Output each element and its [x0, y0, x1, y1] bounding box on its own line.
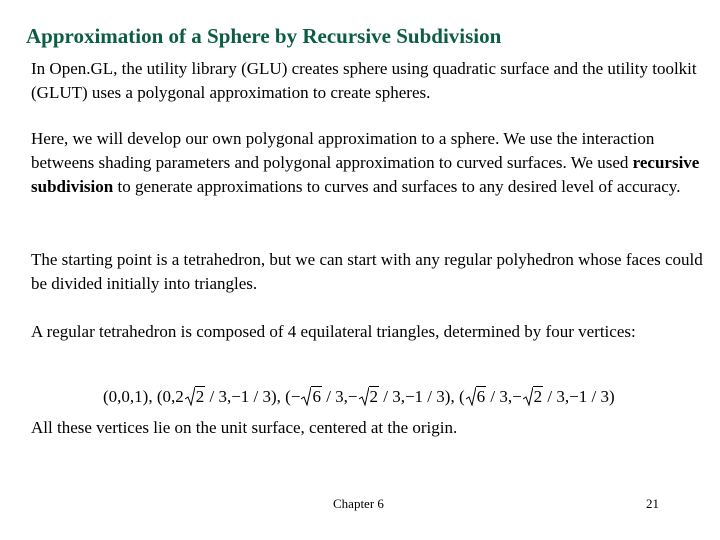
sqrt-radical [301, 383, 322, 411]
paragraph-text: to generate approximations to curves and surfaces to any desired level of accuracy. [113, 177, 681, 196]
bold-term: recursive subdivision [31, 153, 700, 196]
sqrt-radical [185, 383, 206, 411]
formula-text: / 3,− [486, 387, 522, 406]
sqrt-sign-icon [301, 387, 311, 406]
paragraph-glu-glut: In Open.GL, the utility library (GLU) creates sphere using quadratic surface and the utility toolkit (GLUT) uses a polygonal approximation to create spheres. [31, 59, 697, 102]
sqrt-radical [359, 383, 380, 411]
sqrt-sign-icon [523, 387, 533, 406]
formula-text: / 3,− [321, 387, 358, 406]
page-number: 21 [646, 496, 659, 511]
sqrt-radicand: 6 [312, 387, 321, 406]
footer-chapter: Chapter 6 [333, 496, 384, 511]
sqrt-sign-icon [359, 387, 369, 406]
sqrt-radical [523, 383, 544, 411]
paragraph-text: Here, we will develop our own polygonal approximation to a sphere. We use the interaction betweens shading parameters and polygonal approximation to curved surfaces. We used [31, 129, 655, 172]
sqrt-sign-icon [185, 387, 195, 406]
sqrt-radicand: 2 [195, 387, 205, 406]
sqrt-radical [466, 383, 487, 411]
paragraph-recursive-subdivision [31, 127, 706, 199]
paragraph-unit-surface: All these vertices lie on the unit surface, centered at the origin. [31, 418, 458, 437]
formula-text: / 3,−1 / 3), (− [205, 387, 301, 406]
sqrt-radicand: 2 [369, 387, 378, 406]
sqrt-sign-icon [466, 387, 476, 406]
paragraph-vertices: A regular tetrahedron is composed of 4 equilateral triangles, determined by four vertices: [31, 322, 636, 341]
formula-text: / 3,−1 / 3) [543, 387, 615, 406]
formula-text: / 3,−1 / 3), ( [379, 387, 465, 406]
slide-title: Approximation of a Sphere by Recursive Subdivision [26, 24, 502, 48]
sqrt-radicand: 2 [533, 387, 543, 406]
sqrt-radicand: 6 [476, 387, 486, 406]
formula-text: (0,0,1), (0,2 [103, 387, 184, 406]
paragraph-tetrahedron: The starting point is a tetrahedron, but we can start with any regular polyhedron whose faces could be divided initially into triangles. [31, 250, 703, 293]
vertices-formula [103, 383, 615, 411]
